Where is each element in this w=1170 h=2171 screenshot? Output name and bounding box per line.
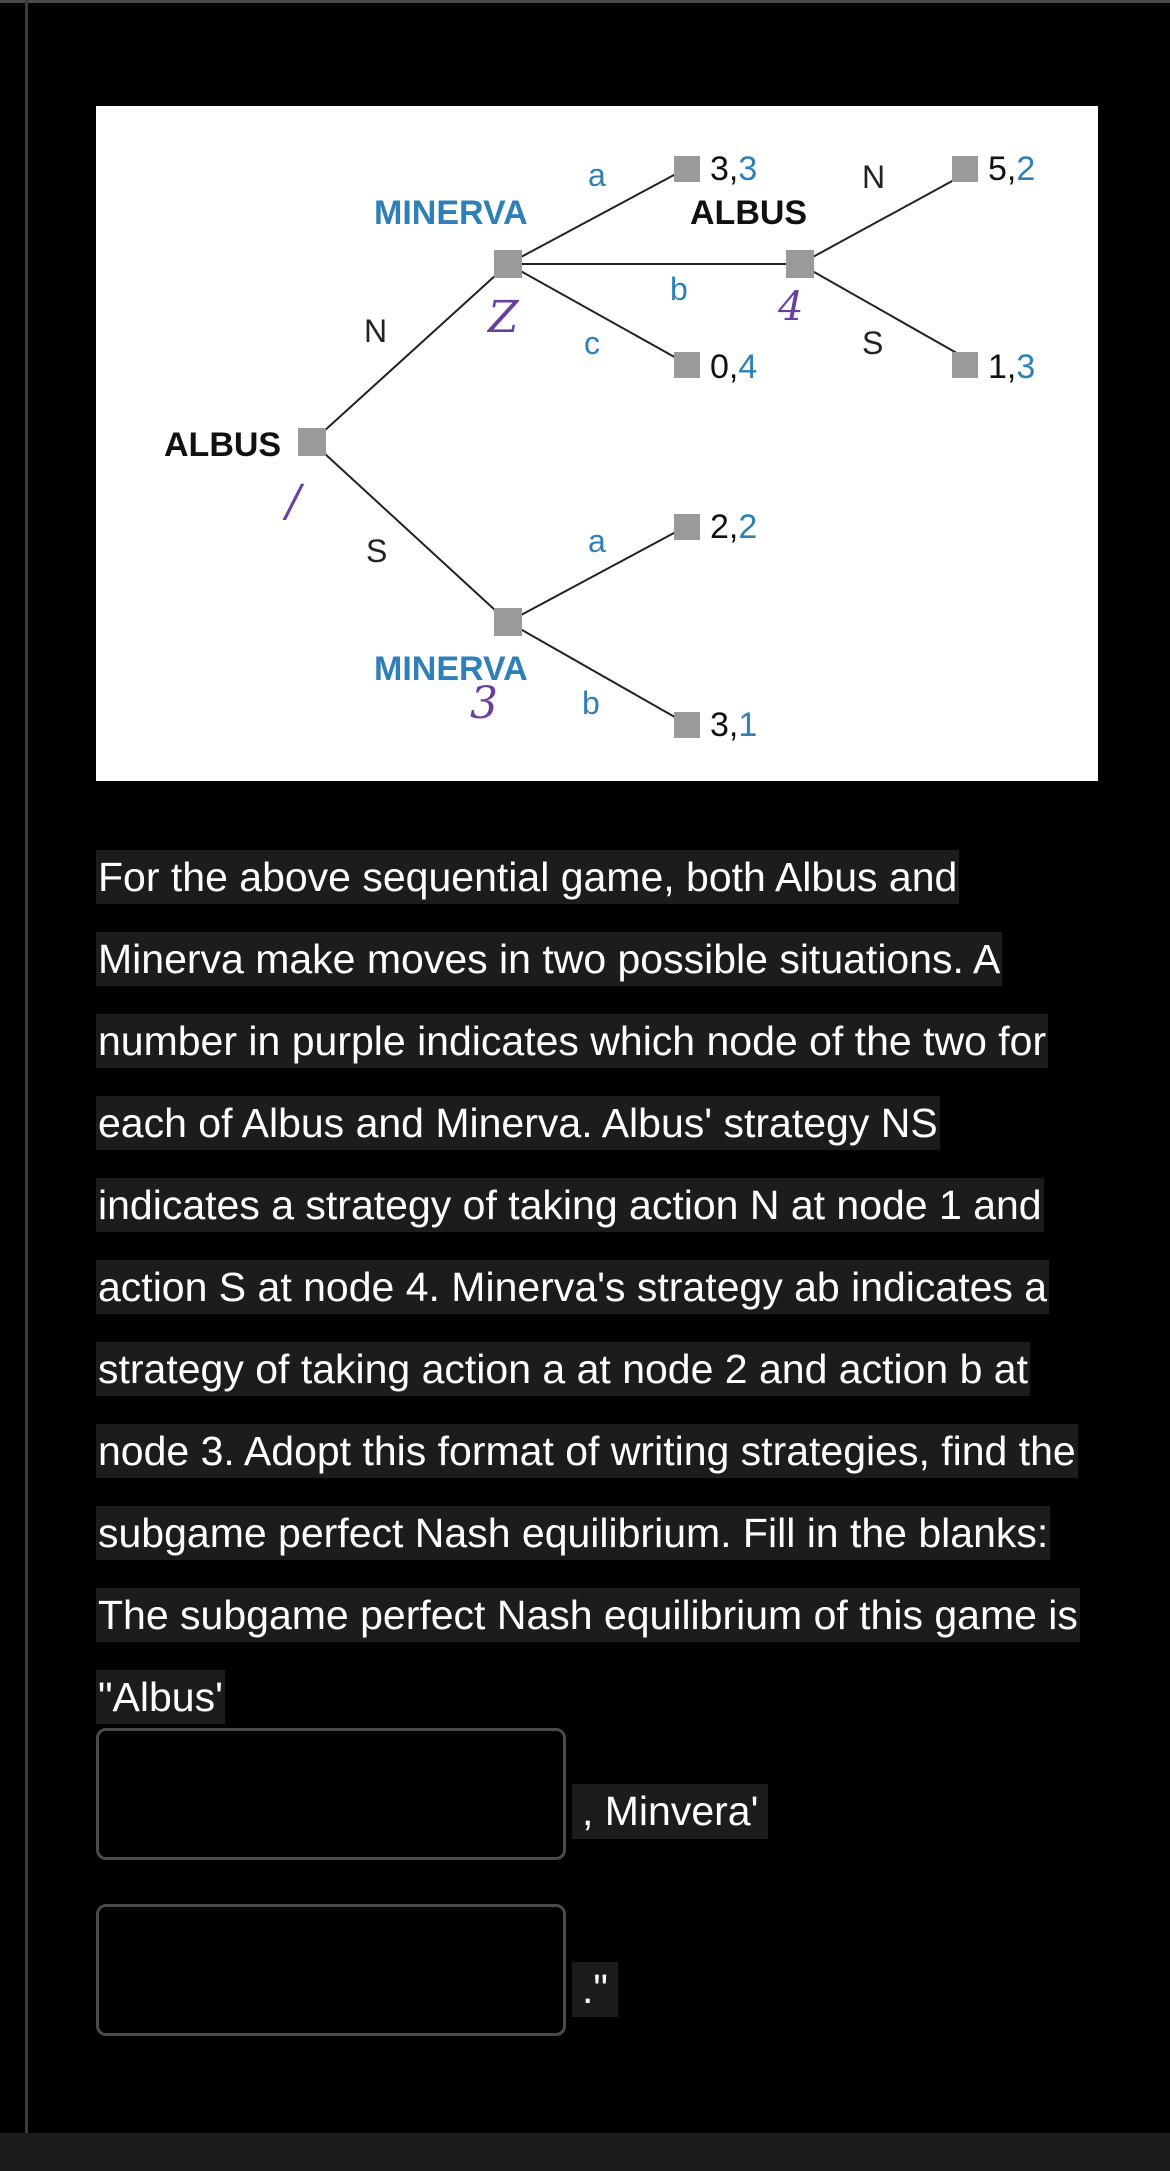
action-label-b: b bbox=[670, 271, 688, 307]
albus-blank-suffix: , Minvera' bbox=[572, 1784, 768, 1839]
minerva-strategy-input[interactable] bbox=[96, 1904, 566, 2036]
payoff-6: 3,1 bbox=[710, 706, 758, 744]
action-label-b: b bbox=[582, 685, 600, 721]
payoff-1: 3,3 bbox=[710, 150, 758, 188]
node-number-3: 3 bbox=[470, 678, 498, 729]
payoff-4: 1,3 bbox=[988, 348, 1036, 386]
node-albus-1 bbox=[298, 428, 326, 456]
edge-albus4-S bbox=[800, 264, 976, 364]
node-minerva-3 bbox=[494, 608, 522, 636]
action-label-S: S bbox=[862, 325, 884, 361]
action-label-a: a bbox=[588, 157, 606, 193]
edge-albus4-N bbox=[800, 168, 976, 264]
node-number-1: / bbox=[286, 476, 301, 527]
node-minerva-2 bbox=[494, 250, 522, 278]
edge-albus-S bbox=[312, 442, 508, 622]
game-tree-figure bbox=[96, 106, 1098, 781]
terminal-node bbox=[674, 712, 700, 738]
payoff-3: 5,2 bbox=[988, 150, 1036, 188]
action-label-c: c bbox=[584, 325, 600, 361]
terminal-node bbox=[674, 514, 700, 540]
payoff-2: 0,4 bbox=[710, 348, 758, 386]
terminal-node bbox=[674, 352, 700, 378]
terminal-node bbox=[952, 352, 978, 378]
node-albus-4 bbox=[786, 250, 814, 278]
action-label-a: a bbox=[588, 523, 606, 559]
terminal-node bbox=[952, 156, 978, 182]
action-label-S: S bbox=[366, 533, 388, 569]
action-label-N: N bbox=[364, 313, 388, 349]
question-text bbox=[96, 836, 1106, 1738]
albus-strategy-input[interactable] bbox=[96, 1728, 566, 1860]
minerva-blank-suffix: ." bbox=[572, 1962, 618, 2017]
game-tree bbox=[96, 106, 1098, 781]
edge-albus-N bbox=[312, 264, 508, 442]
terminal-node bbox=[674, 156, 700, 182]
player-label-minerva-2: MINERVA bbox=[374, 194, 528, 232]
action-label-N: N bbox=[862, 159, 886, 195]
node-number-2: Z bbox=[488, 292, 519, 343]
payoff-5: 2,2 bbox=[710, 508, 758, 546]
node-number-4: 4 bbox=[778, 284, 804, 330]
player-label-albus-1: ALBUS bbox=[164, 426, 282, 464]
question-paragraph: For the above sequential game, both Albus and Minerva make moves in two possible situations. A number in purple indicates which node of the two for each of Albus and Minerva. Albus' strategy NS indicates a strategy of taking action N at node 1 and action S at node 4. Minerva's strategy ab indicates a strategy of taking action a at node 2 and action b at node 3. Adopt this format of writing strategies, find the subgame perfect Nash equilibrium. Fill in the blanks: The subgame perfect Nash equilibrium of this game is "Albus' bbox=[96, 850, 1080, 1724]
player-label-minerva-3: MINERVA bbox=[374, 650, 528, 688]
left-border bbox=[25, 0, 28, 2133]
player-label-albus-4: ALBUS bbox=[690, 194, 808, 232]
